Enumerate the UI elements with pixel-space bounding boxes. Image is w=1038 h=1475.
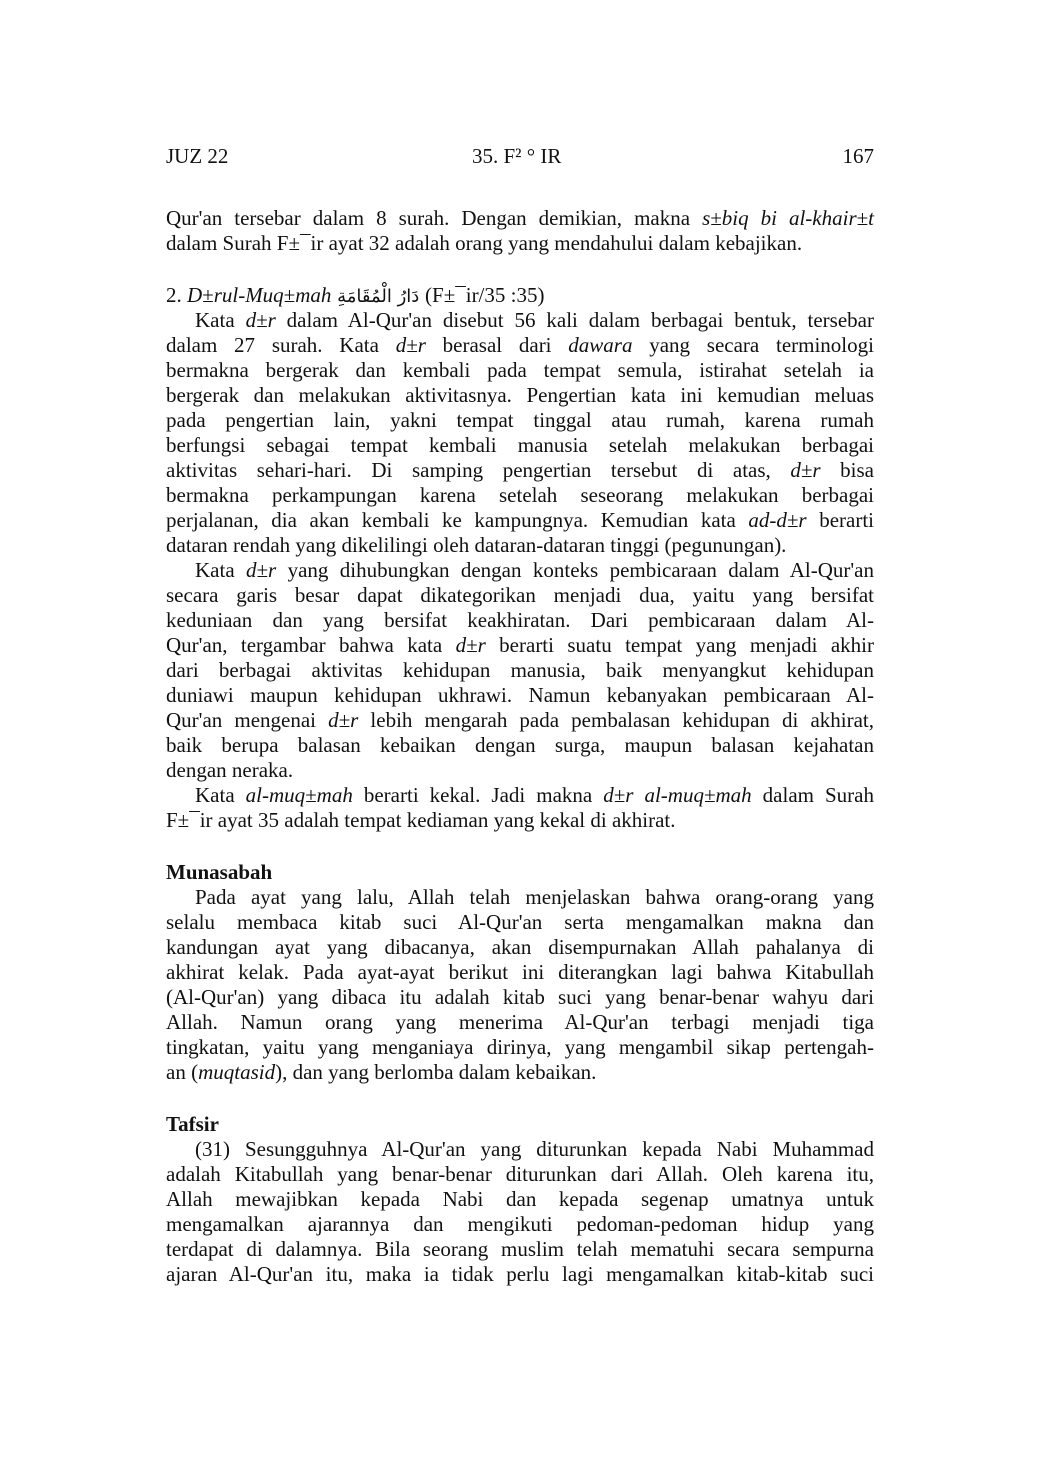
text-line — [166, 1137, 874, 1162]
header-juz: JUZ 22 — [166, 144, 229, 168]
text-segment: 2. — [166, 283, 187, 307]
text-line — [166, 885, 874, 910]
text-segment: Allah mewajibkan kepada Nabi dan kepada segenap umatnya untuk — [166, 1187, 874, 1211]
italic-term: al-muq±mah — [245, 783, 353, 807]
italic-term: ad-d±r — [748, 508, 807, 532]
header-surah: 35. F² ° IR — [472, 144, 562, 168]
text-segment: pada pengertian lain, yakni tempat tinggal atau rumah, karena rumah — [166, 408, 874, 432]
text-segment: aktivitas sehari-hari. Di samping pengertian tersebut di atas, — [166, 458, 791, 482]
text-segment: kandungan ayat yang dibacanya, akan disempurnakan Allah pahalanya di — [166, 935, 874, 959]
text-segment: dari berbagai aktivitas kehidupan manusia, baik menyangkut kehidupan — [166, 658, 874, 682]
text-line — [166, 1237, 874, 1262]
italic-term: d±r al-muq±mah — [603, 783, 752, 807]
italic-term: d±r — [455, 633, 486, 657]
text-segment: adalah Kitabullah yang benar-benar diturunkan dari Allah. Oleh karena itu, — [166, 1162, 874, 1186]
text-line — [166, 758, 874, 783]
arabic-term: دَارُ الْمُقَامَةِ — [331, 286, 426, 307]
text-segment: dalam 27 surah. Kata — [166, 333, 396, 357]
text-line — [166, 985, 874, 1010]
text-segment: dengan neraka. — [166, 758, 294, 782]
text-line — [166, 633, 874, 658]
text-segment: berarti suatu tempat yang menjadi akhir — [485, 633, 874, 657]
italic-term: d±r — [328, 708, 359, 732]
text-line — [166, 508, 874, 533]
text-line — [166, 283, 874, 308]
paragraph — [166, 783, 874, 833]
text-segment: Allah. Namun orang yang menerima Al-Qur'an terbagi menjadi tiga — [166, 1010, 874, 1034]
text-line — [166, 458, 874, 483]
running-header — [166, 144, 874, 170]
text-segment: yang dihubungkan dengan konteks pembicaraan dalam Al-Qur'an — [276, 558, 874, 582]
text-segment: mengamalkan ajarannya dan mengikuti pedoman-pedoman hidup yang — [166, 1212, 874, 1236]
text-segment: dalam Surah — [751, 783, 874, 807]
text-line — [166, 1010, 874, 1035]
text-segment: berfungsi sebagai tempat kembali manusia setelah melakukan berbagai — [166, 433, 874, 457]
text-line — [166, 683, 874, 708]
text-line — [166, 483, 874, 508]
paragraph — [166, 206, 874, 256]
text-line — [166, 1212, 874, 1237]
text-line — [166, 783, 874, 808]
text-segment: bergerak dan melakukan aktivitasnya. Pengertian kata ini kemudian meluas — [166, 383, 874, 407]
text-line — [166, 383, 874, 408]
italic-term: muqtasid — [198, 1060, 276, 1084]
text-segment: baik berupa balasan kebaikan dengan surga, maupun balasan kejahatan — [166, 733, 874, 757]
text-line — [166, 608, 874, 633]
paragraph — [166, 885, 874, 1085]
text-segment: perjalanan, dia akan kembali ke kampungnya. Kemudian kata — [166, 508, 749, 532]
spacer — [166, 833, 874, 860]
text-line — [166, 708, 874, 733]
text-segment: F±¯ir ayat 35 adalah tempat kediaman yang kekal di akhirat. — [166, 808, 676, 832]
section-heading: Tafsir — [166, 1112, 219, 1136]
italic-term: d±r — [246, 558, 277, 582]
text-segment: Kata — [195, 308, 246, 332]
text-line — [166, 583, 874, 608]
header-page-number: 167 — [842, 144, 874, 168]
text-segment: an ( — [166, 1060, 199, 1084]
text-segment: bermakna bergerak dan kembali pada tempat semula, istirahat setelah ia — [166, 358, 874, 382]
text-segment: berarti kekal. Jadi makna — [352, 783, 604, 807]
spacer — [166, 1085, 874, 1112]
text-line — [166, 1187, 874, 1212]
text-segment: berarti — [806, 508, 875, 532]
text-line — [166, 408, 874, 433]
text-line — [166, 358, 874, 383]
text-segment: dataran rendah yang dikelilingi oleh dataran-dataran tinggi (pegunungan). — [166, 533, 787, 557]
text-segment: (31) Sesungguhnya Al-Qur'an yang diturunkan kepada Nabi Muhammad — [195, 1137, 874, 1161]
text-line — [166, 960, 874, 985]
text-line — [166, 231, 874, 256]
text-line — [166, 533, 874, 558]
text-line — [166, 1162, 874, 1187]
text-line — [166, 333, 874, 358]
text-line — [166, 733, 874, 758]
text-line — [166, 658, 874, 683]
text-segment: bermakna perkampungan karena setelah seseorang melakukan berbagai — [166, 483, 874, 507]
text-line — [166, 206, 874, 231]
text-segment: ), dan yang berlomba dalam kebaikan. — [275, 1060, 597, 1084]
text-segment: (Al-Qur'an) yang dibaca itu adalah kitab suci yang benar-benar wahyu dari — [166, 985, 874, 1009]
text-line — [166, 1035, 874, 1060]
section-heading: Munasabah — [166, 860, 273, 884]
italic-term: d±r — [245, 308, 276, 332]
text-line — [166, 433, 874, 458]
italic-term: d±r — [790, 458, 821, 482]
text-line — [166, 808, 874, 833]
text-segment: terdapat di dalamnya. Bila seorang muslim telah mematuhi secara sempurna — [166, 1237, 874, 1261]
page-body — [166, 206, 874, 1287]
text-segment: tingkatan, yaitu yang menganiaya dirinya, yang mengambil sikap pertengah- — [166, 1035, 874, 1059]
text-segment: Qur'an, tergambar bahwa kata — [166, 633, 456, 657]
text-segment: dalam Al-Qur'an disebut 56 kali dalam berbagai bentuk, tersebar — [275, 308, 874, 332]
text-segment: ajaran Al-Qur'an itu, maka ia tidak perlu lagi mengamalkan kitab-kitab suci — [166, 1262, 874, 1286]
italic-term: d±r — [395, 333, 426, 357]
paragraph — [166, 558, 874, 783]
text-segment: Qur'an mengenai — [166, 708, 329, 732]
text-segment: Kata — [195, 558, 247, 582]
text-line — [166, 558, 874, 583]
spacer — [166, 256, 874, 283]
text-segment: bisa — [820, 458, 874, 482]
text-segment: selalu membaca kitab suci Al-Qur'an serta mengamalkan makna dan — [166, 910, 874, 934]
text-line — [166, 308, 874, 333]
text-segment: yang secara terminologi — [632, 333, 874, 357]
text-segment: lebih mengarah pada pembalasan kehidupan di akhirat, — [358, 708, 874, 732]
text-line — [166, 935, 874, 960]
text-segment: secara garis besar dapat dikategorikan menjadi dua, yaitu yang bersifat — [166, 583, 874, 607]
text-segment: Kata — [195, 783, 246, 807]
text-line — [166, 1262, 874, 1287]
text-segment: Pada ayat yang lalu, Allah telah menjelaskan bahwa orang-orang yang — [195, 885, 874, 909]
text-segment: dalam Surah F±¯ir ayat 32 adalah orang yang mendahului dalam kebajikan. — [166, 231, 803, 255]
paragraph — [166, 308, 874, 558]
text-segment: keduniaan dan yang bersifat keakhiratan. Dari pembicaraan dalam Al- — [166, 608, 874, 632]
text-segment: berasal dari — [425, 333, 569, 357]
text-line — [166, 910, 874, 935]
text-segment: duniawi maupun kehidupan ukhrawi. Namun kebanyakan pembicaraan Al- — [166, 683, 874, 707]
paragraph — [166, 1137, 874, 1287]
text-line — [166, 1060, 874, 1085]
italic-term: s±biq bi al-khair±t — [702, 206, 874, 230]
text-segment: (F±¯ir/35 :35) — [425, 283, 545, 307]
italic-term: D±rul-Muq±mah — [187, 283, 332, 307]
text-segment: Qur'an tersebar dalam 8 surah. Dengan demikian, makna — [166, 206, 703, 230]
paragraph — [166, 283, 874, 308]
italic-term: dawara — [568, 333, 633, 357]
text-segment: akhirat kelak. Pada ayat-ayat berikut ini diterangkan lagi bahwa Kitabullah — [166, 960, 874, 984]
